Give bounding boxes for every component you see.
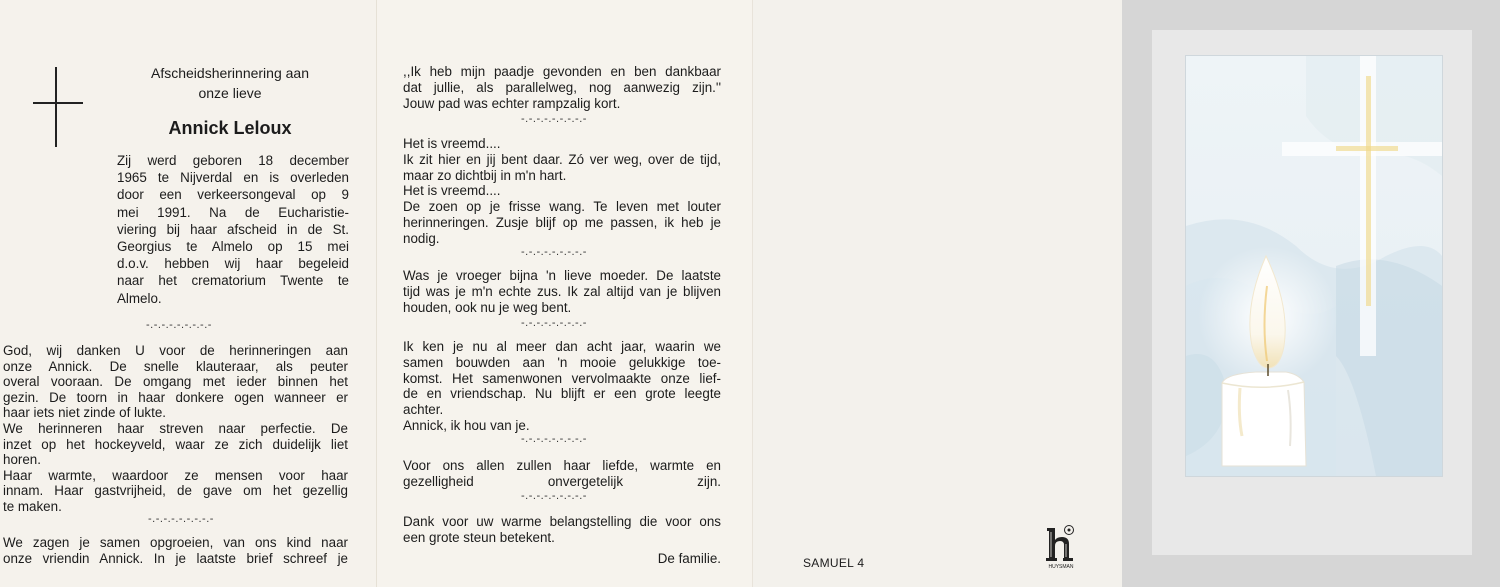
text-line: Ik ken je nu al meer dan acht jaar, waarin we <box>403 339 721 354</box>
cross-icon-bar <box>33 102 83 104</box>
text-line: We zagen je samen opgroeien, van ons kind naar <box>3 535 348 550</box>
text-line: Was je vroeger bijna 'n lieve moeder. De laatste <box>403 268 721 283</box>
text-line: achter. <box>403 402 444 418</box>
text-line: inzet op het hockeyveld, waar ze zich duidelijk liet <box>3 436 348 452</box>
text-line: Het is vreemd.... <box>403 183 501 199</box>
text-line: gezelligheid onvergetelijk zijn. <box>403 473 721 489</box>
text-line: Het is vreemd.... <box>403 136 501 151</box>
text-line: tijd was je m'n echte zus. Ik zal altijd van je blijven <box>403 283 721 299</box>
text-line: door een verkeersongeval op 9 <box>117 187 349 203</box>
text-line: God, wij danken U voor de herinneringen aan <box>3 343 348 358</box>
illustration-svg <box>1186 56 1442 476</box>
text-line: Haar warmte, waardoor ze mensen voor haar <box>3 467 348 483</box>
text-line: mei 1991. Na de Eucharistie- <box>117 204 349 220</box>
text-line: d.o.v. hebben wij haar begeleid <box>117 256 349 272</box>
text-line: maar zo dichtbij in m'n hart. <box>403 167 567 183</box>
text-line: een grote steun betekent. <box>403 529 555 545</box>
text-line: gezin. De toorn in haar donkere ogen wanneer er <box>3 389 348 405</box>
text-line: onze vriendin Annick. In je laatste brief schreef je <box>3 551 348 567</box>
text-line: onze Annick. De snelle klauteraar, als peuter <box>3 358 348 374</box>
text-line: Jouw pad was echter rampzalig kort. <box>403 95 621 111</box>
cross-icon <box>55 67 57 147</box>
text-line: 1965 te Nijverdal en is overleden <box>117 170 349 186</box>
text-line: nodig. <box>403 230 440 246</box>
text-line: ,,Ik heb mijn paadje gevonden en ben dankbaar <box>403 64 721 79</box>
text-line: Almelo. <box>117 290 162 306</box>
text-line: viering bij haar afscheid in de St. <box>117 221 349 237</box>
text-line: Dank voor uw warme belangstelling die voor ons <box>403 514 721 529</box>
text-line: De zoen op je frisse wang. Te leven met louter <box>403 199 721 215</box>
left-page <box>0 0 376 587</box>
header-line-2: onze lieve <box>198 85 262 101</box>
text-line: Georgius te Almelo op 15 mei <box>117 239 349 254</box>
separator: -.-.-.-.-.-.-.-.- <box>146 319 212 331</box>
front-page <box>1122 0 1500 587</box>
separator: -.-.-.-.-.-.-.-.- <box>148 513 214 525</box>
text-line: Voor ons allen zullen haar liefde, warmte en <box>403 458 721 473</box>
text-line: de en vriendschap. Nu blijft er een grote leegte <box>403 386 721 402</box>
text-line: houden, ook nu je weg bent. <box>403 299 572 315</box>
header-line-1: Afscheidsherinnering aan <box>151 65 309 81</box>
text-line: dat jullie, als parallelweg, nog aanwezig zijn.'' <box>403 79 721 95</box>
text-line: Ik zit hier en jij bent daar. Zó ver weg, over de tijd, <box>403 151 721 167</box>
separator: -.-.-.-.-.-.-.-.- <box>521 317 587 329</box>
separator: -.-.-.-.-.-.-.-.- <box>521 246 587 258</box>
text-line: herinneringen. Zusje blijf op me passen, ik heb je <box>403 215 721 230</box>
text-line: We herinneren haar streven naar perfectie. De <box>3 421 348 436</box>
text-line: naar het crematorium Twente te <box>117 273 349 289</box>
separator: -.-.-.-.-.-.-.-.- <box>521 490 587 502</box>
signature: De familie. <box>657 551 721 566</box>
separator: -.-.-.-.-.-.-.-.- <box>521 433 587 445</box>
text-line: komst. Het samenwonen vervolmaakte onze lief- <box>403 370 721 386</box>
text-line: Annick, ik hou van je. <box>403 418 530 433</box>
deceased-name: Annick Leloux <box>168 118 292 138</box>
text-line: samen bouwden aan 'n mooie gelukkige toe- <box>403 354 721 370</box>
text-line: horen. <box>3 452 41 468</box>
text-line: haar iets niet zinde of lukte. <box>3 405 167 421</box>
publisher-logo <box>1043 524 1079 570</box>
middle-page <box>376 0 753 587</box>
text-line: overal vooraan. De omgang met ieder binnen het <box>3 374 348 390</box>
separator: -.-.-.-.-.-.-.-.- <box>521 113 587 125</box>
candle-cross-illustration <box>1185 55 1443 477</box>
back-page <box>752 0 1123 587</box>
text-line: innam. Haar gastvrijheid, de gave om het gezellig <box>3 483 348 499</box>
print-code: SAMUEL 4 <box>803 556 865 570</box>
logo-text: HUYSMAN <box>1048 564 1074 570</box>
text-line: Zij werd geboren 18 december <box>117 153 349 168</box>
text-line: te maken. <box>3 499 62 514</box>
